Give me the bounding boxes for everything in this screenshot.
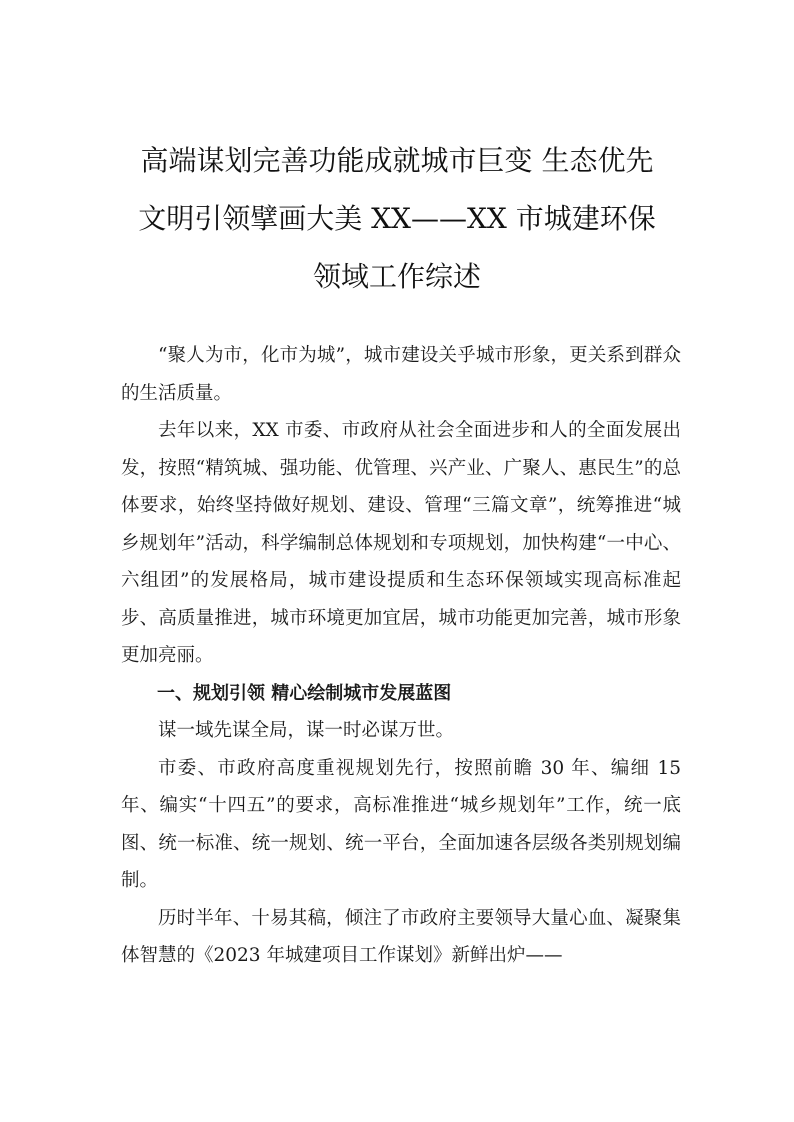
document-title xyxy=(60,132,734,306)
section-heading: 一、规划引领 精心绘制城市发展蓝图 xyxy=(157,682,452,704)
title-line-2: 文明引领擘画大美 XX——XX 市城建环保 xyxy=(138,202,656,235)
overview-paragraph: 去年以来，XX 市委、市政府从社会全面进步和人的全面发展出发，按照“精筑城、强功能、优管理、兴产业、广聚人、惠民生”的总体要求，始终坚持做好规划、建设、管理“三篇文章”，统筹推进“城乡规划年”活动，科学编制总体规划和专项规划，加快构建“一中心、六组团”的发展格局，城市建设提质和生态环保领域实现高标准起步、高质量推进，城市环境更加宜居，城市功能更加完善，城市形象更加亮丽。 xyxy=(121,420,681,666)
title-line-3: 领域工作综述 xyxy=(312,260,481,293)
section-paragraph-1: 谋一域先谋全局，谋一时必谋万世。 xyxy=(158,720,455,741)
section-paragraph-2: 市委、市政府高度重视规划先行，按照前瞻 30 年、编细 15 年、编实“十四五”的要求，高标准推进“城乡规划年”工作，统一底图、统一标准、统一规划、统一平台，全面加速各层级各类别规划编制。 xyxy=(121,757,681,891)
intro-paragraph: “聚人为市，化市为城”，城市建设关乎城市形象，更关系到群众的生活质量。 xyxy=(121,345,681,404)
section-paragraph-3: 历时半年、十易其稿，倾注了市政府主要领导大量心血、凝聚集体智慧的《2023 年城建项目工作谋划》新鲜出炉—— xyxy=(121,907,681,966)
document-body xyxy=(121,337,681,975)
title-line-1: 高端谋划完善功能成就城市巨变 生态优先 xyxy=(140,144,654,177)
